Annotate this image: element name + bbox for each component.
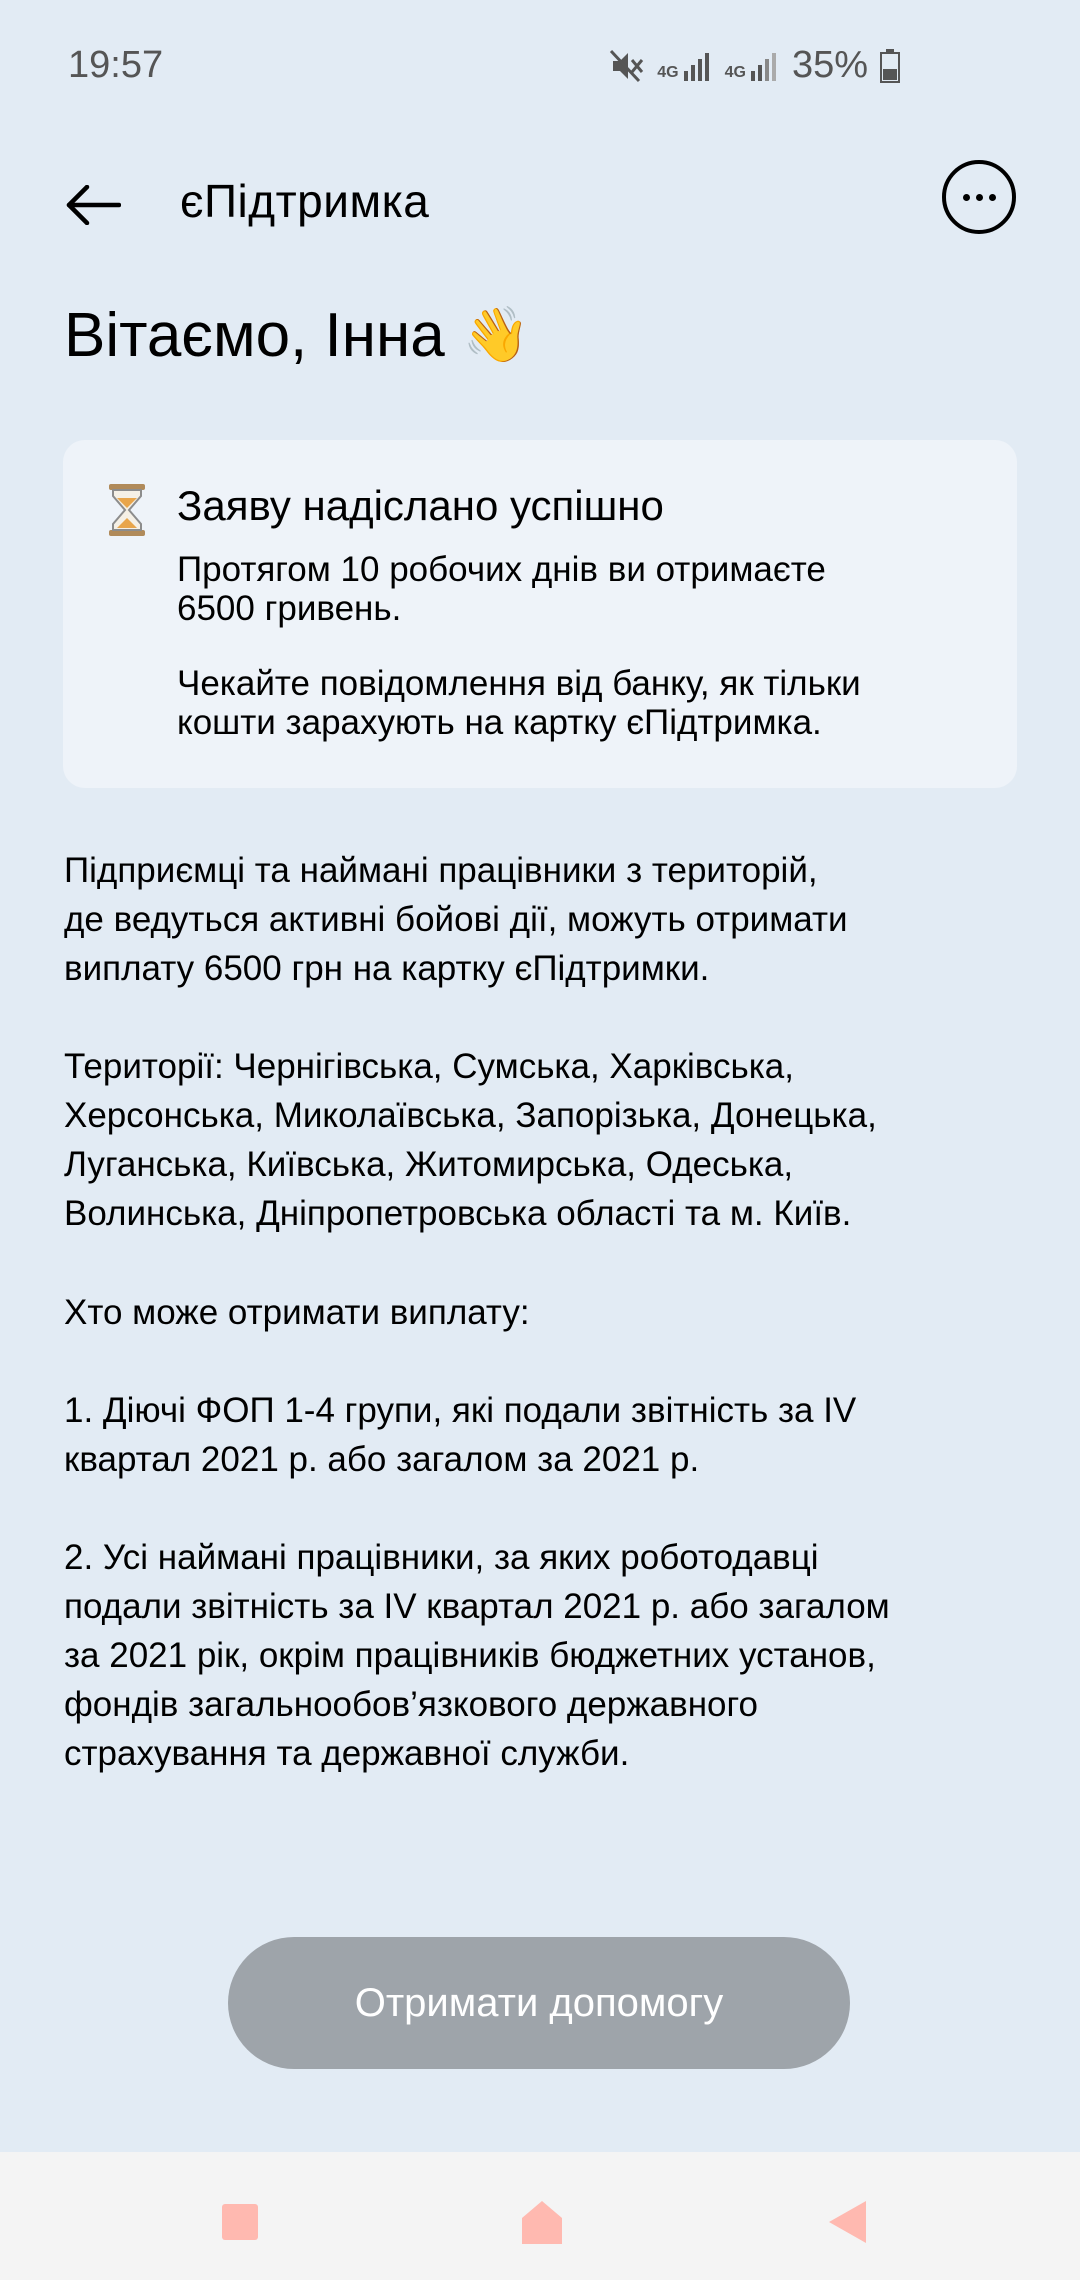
battery-percent: 35% (791, 44, 868, 86)
signal-bars-icon (750, 51, 780, 81)
status-icons (609, 44, 900, 87)
square-icon (221, 2203, 259, 2241)
system-back-button[interactable] (818, 2192, 878, 2252)
home-button[interactable] (512, 2192, 572, 2252)
page-title: єПідтримка (180, 175, 430, 227)
greeting-heading (64, 300, 530, 371)
triangle-back-icon (826, 2198, 870, 2246)
notice-text-1: Протягом 10 робочих днів ви отримаєте 6500 гривень. (177, 550, 826, 628)
eligibility-item-1: 1. Діючі ФОП 1-4 групи, які подали звітність за IV квартал 2021 р. або загалом за 2021 р. (64, 1391, 857, 1479)
back-button[interactable] (58, 170, 128, 240)
info-paragraph-1: Підприємці та наймані працівники з територій, де ведуться активні бойові дії, можуть отримати виплату 6500 грн на картку єПідтримки. (64, 851, 848, 988)
network-4g-icon-2: 4G (725, 51, 780, 81)
eligibility-item-2: 2. Усі наймані працівники, за яких роботодавці подали звітність за IV квартал 2021 р. або загалом за 2021 рік, окрім працівників бюджетних установ, фондів загальнообов’язкового державного страхування та державної служби. (64, 1538, 890, 1773)
recent-apps-button[interactable] (210, 2192, 270, 2252)
territories-paragraph: Території: Чернігівська, Сумська, Харківська, Херсонська, Миколаївська, Запорізька, Донецька, Луганська, Київська, Житомирська, Одеська, Волинська, Дніпропетровська області та м. Київ. (64, 1047, 877, 1233)
status-time: 19:57 (68, 44, 164, 86)
application-status-card (63, 440, 1017, 788)
network-4g-icon: 4G (657, 51, 712, 81)
mute-icon (609, 49, 645, 83)
more-options-button[interactable] (942, 160, 1016, 234)
more-horizontal-icon (963, 194, 996, 201)
eligibility-heading: Хто може отримати виплату: (64, 1293, 530, 1332)
notice-title: Заяву надіслано успішно (177, 482, 664, 529)
system-nav-bar (0, 2152, 1080, 2280)
app-header (0, 160, 1080, 240)
notice-text-2: Чекайте повідомлення від банку, як тільки кошти зарахують на картку єПідтримка. (177, 664, 861, 742)
battery-icon (880, 49, 900, 83)
greeting-text: Вітаємо, Інна (64, 301, 445, 370)
signal-bars-icon (683, 51, 713, 81)
arrow-left-icon (65, 185, 121, 225)
status-bar (0, 0, 1080, 130)
get-help-button[interactable]: Отримати допомогу (228, 1937, 850, 2069)
home-icon (518, 2198, 566, 2246)
hourglass-icon (107, 484, 147, 541)
waving-hand-icon: 👋 (462, 305, 530, 365)
